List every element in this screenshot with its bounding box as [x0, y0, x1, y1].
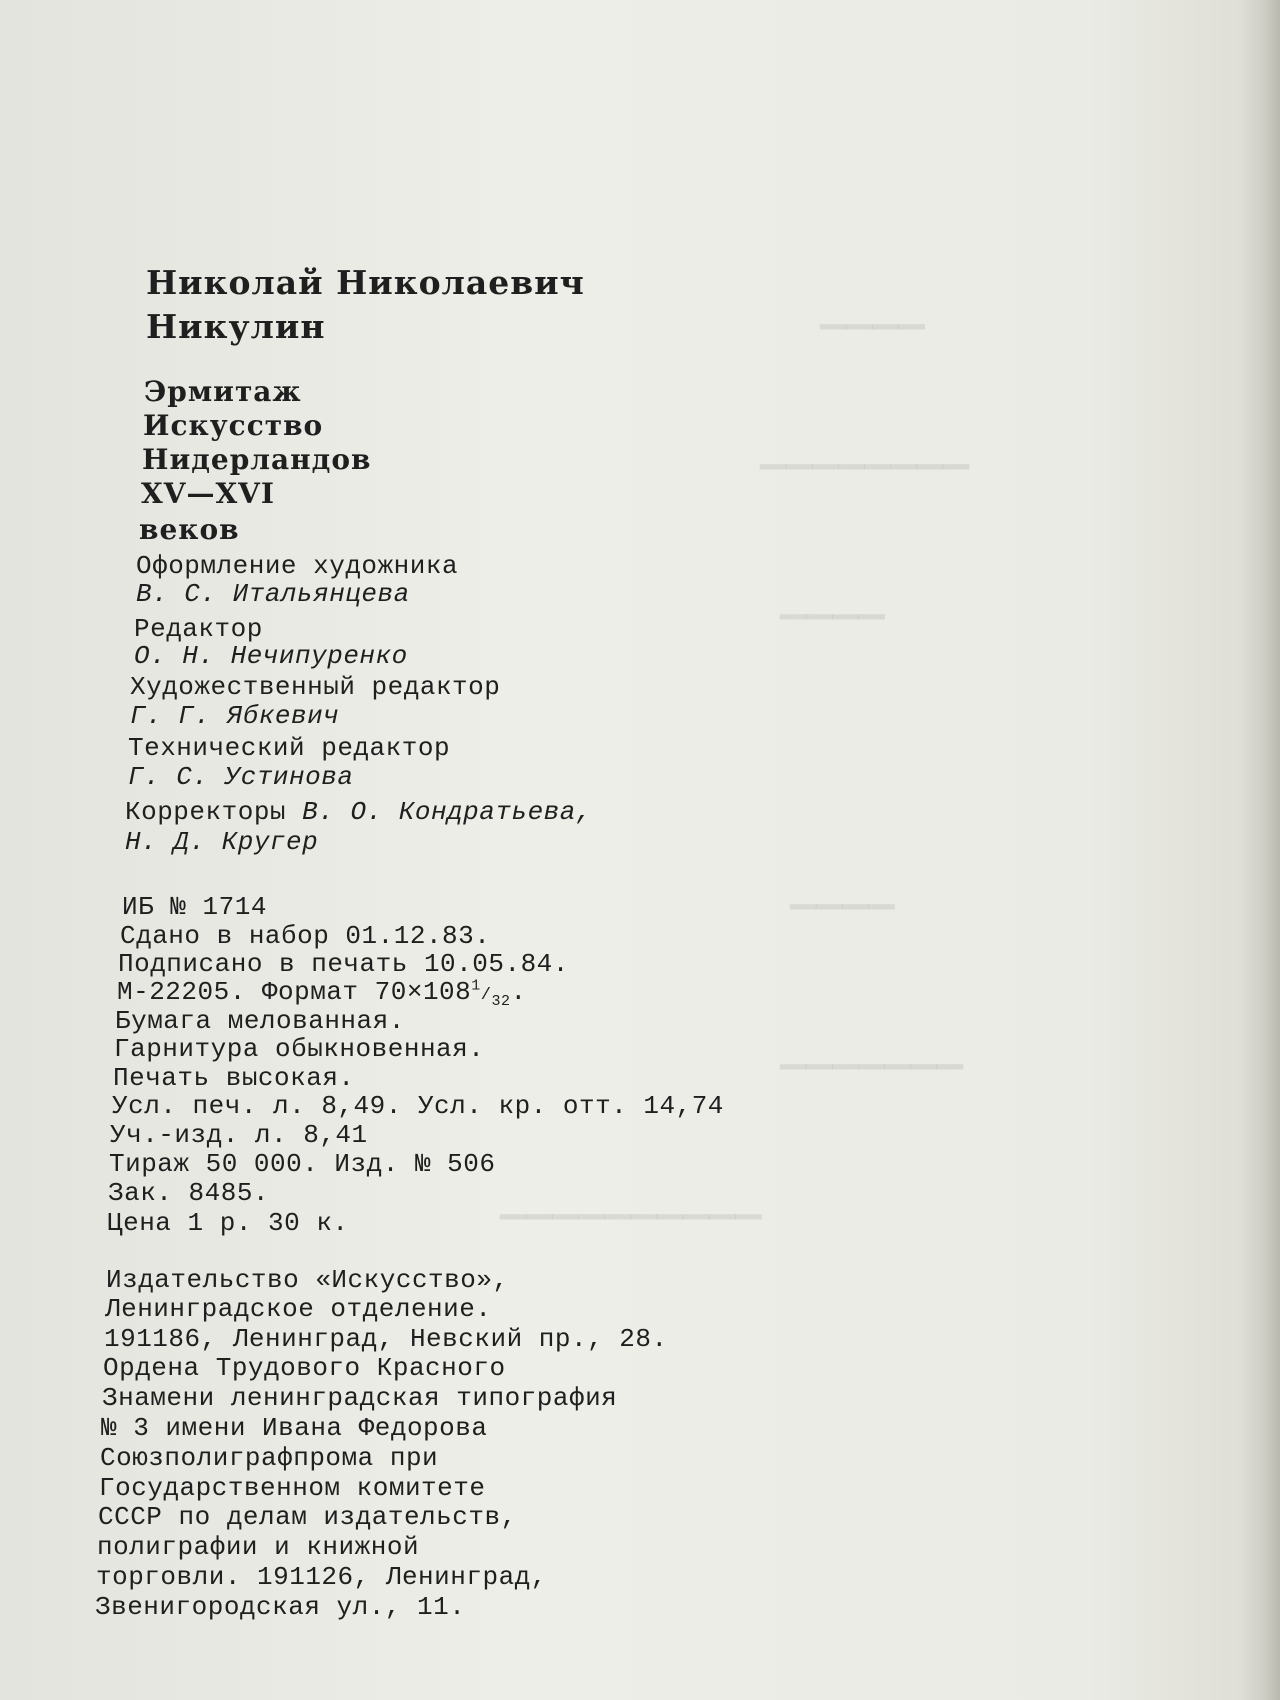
- print-info-line: Сдано в набор 01.12.83.: [120, 921, 491, 951]
- author-surname: Никулин: [146, 307, 326, 346]
- show-through-mark: ▁▁▁▁: [790, 870, 895, 910]
- book-title-line: веков: [139, 513, 240, 546]
- credit-role: Технический редактор: [128, 733, 451, 763]
- format-end: .: [510, 977, 527, 1007]
- credit-role: Редактор: [134, 614, 263, 644]
- publisher-line: Издательство «Искусство»,: [106, 1265, 509, 1295]
- print-info-line: Бумага мелованная.: [115, 1006, 405, 1036]
- format-fraction-slash: /: [480, 986, 492, 1005]
- publisher-line: 191186, Ленинград, Невский пр., 28.: [104, 1324, 668, 1354]
- print-info-line: ИБ № 1714: [122, 892, 267, 922]
- publisher-line: торговли. 191126, Ленинград,: [96, 1562, 547, 1592]
- show-through-mark: ▁▁▁▁: [780, 580, 885, 620]
- print-info-line: Зак. 8485.: [108, 1178, 270, 1208]
- publisher-line: Ленинградское отделение.: [105, 1294, 492, 1324]
- book-title-line: Искусство: [143, 409, 324, 442]
- credit-role: Художественный редактор: [130, 672, 501, 702]
- format-fraction-numerator: 1: [471, 977, 481, 995]
- print-info-line: Подписано в печать 10.05.84.: [118, 949, 569, 979]
- publisher-line: СССР по делам издательств,: [98, 1502, 517, 1532]
- format-text: М-22205. Формат 70×108: [117, 977, 472, 1007]
- credit-name: Г. Г. Ябкевич: [130, 701, 340, 731]
- credit-name: Г. С. Устинова: [128, 762, 354, 792]
- book-title-line: Эрмитаж: [144, 375, 302, 408]
- publisher-line: Знамени ленинградская типография: [102, 1383, 618, 1413]
- publisher-line: Ордена Трудового Красного: [103, 1353, 506, 1383]
- format-fraction-denominator: 32: [491, 993, 511, 1011]
- print-info-line: Уч.-изд. л. 8,41: [110, 1120, 368, 1150]
- show-through-mark: ▁▁▁▁▁▁▁▁▁▁: [500, 1180, 762, 1220]
- publisher-line: Государственном комитете: [99, 1473, 486, 1503]
- credit-name: В. О. Кондратьева,: [302, 797, 592, 827]
- credit-role: Корректоры: [125, 797, 287, 827]
- print-info-line: Гарнитура обыкновенная.: [114, 1034, 485, 1064]
- show-through-mark: ▁▁▁▁▁▁▁: [780, 1030, 964, 1070]
- print-info-line: Тираж 50 000. Изд. № 506: [109, 1149, 496, 1179]
- publisher-line: Союзполиграфпрома при: [100, 1443, 439, 1473]
- print-info-line: Печать высокая.: [113, 1063, 355, 1093]
- credit-name: Н. Д. Кругер: [125, 827, 319, 857]
- publisher-line: № 3 имени Ивана Федорова: [101, 1413, 488, 1443]
- publisher-line: полиграфии и книжной: [97, 1532, 420, 1562]
- credit-name: В. С. Итальянцева: [136, 579, 410, 609]
- book-title-line: Нидерландов: [142, 443, 372, 476]
- publisher-line: Звенигородская ул., 11.: [95, 1592, 466, 1622]
- credit-line: [125, 797, 592, 827]
- author-name: Николай Николаевич: [146, 263, 585, 302]
- show-through-mark: ▁▁▁▁: [820, 290, 925, 330]
- print-info-line: Цена 1 р. 30 к.: [107, 1208, 349, 1238]
- show-through-mark: ▁▁▁▁▁▁▁▁: [760, 430, 970, 470]
- credit-role: Оформление художника: [136, 551, 459, 581]
- book-title-line: XV—XVI: [141, 477, 275, 510]
- print-info-line: Усл. печ. л. 8,49. Усл. кр. отт. 14,74: [112, 1091, 724, 1121]
- credit-name: О. Н. Нечипуренко: [134, 641, 408, 671]
